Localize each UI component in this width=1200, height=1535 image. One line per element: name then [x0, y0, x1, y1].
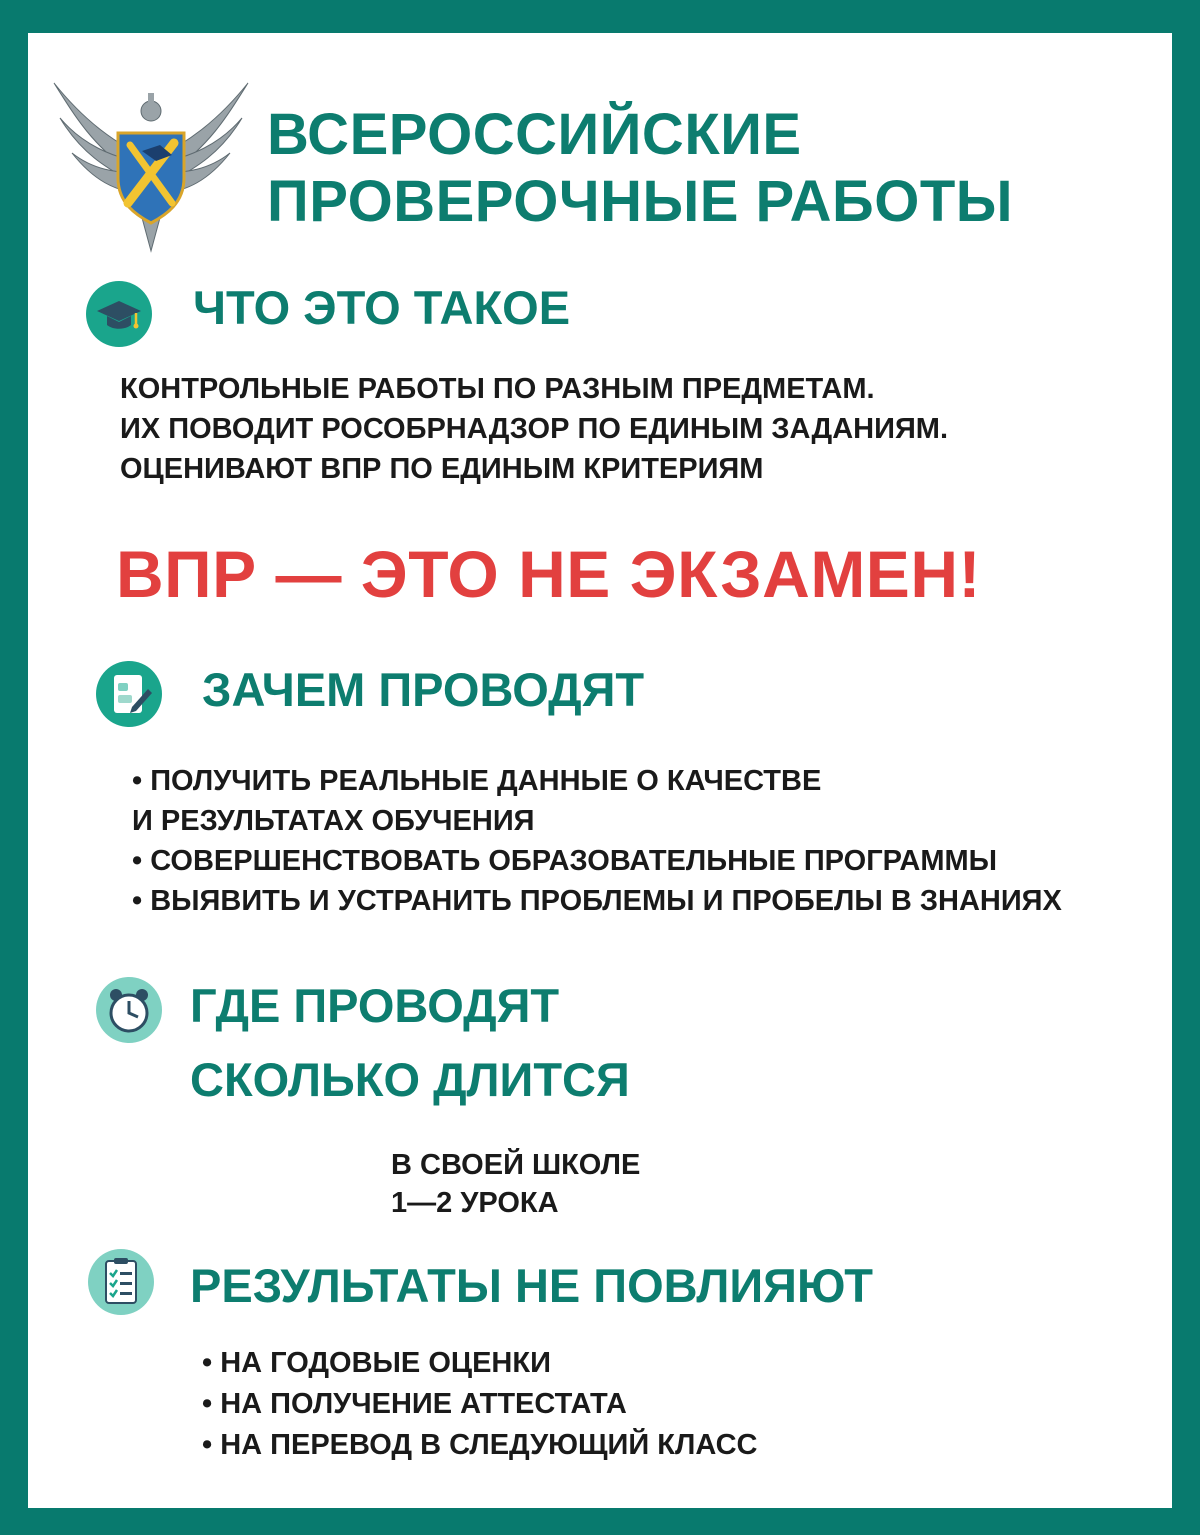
rosobrnadzor-logo — [46, 63, 256, 253]
document-edit-icon — [96, 661, 162, 727]
section-why-line-3: • СОВЕРШЕНСТВОВАТЬ ОБРАЗОВАТЕЛЬНЫЕ ПРОГРАММЫ — [132, 845, 998, 877]
poster-card — [28, 33, 1172, 1508]
section-results-heading: РЕЗУЛЬТАТЫ НЕ ПОВЛИЯЮТ — [190, 1259, 873, 1312]
section-why-line-1: • ПОЛУЧИТЬ РЕАЛЬНЫЕ ДАННЫЕ О КАЧЕСТВЕ — [132, 765, 822, 797]
section-results-line-2: • НА ПОЛУЧЕНИЕ АТТЕСТАТА — [202, 1388, 627, 1420]
graduation-cap-icon — [86, 281, 152, 347]
section-where-heading-2: СКОЛЬКО ДЛИТСЯ — [190, 1053, 630, 1106]
checklist-icon — [88, 1249, 154, 1315]
section-why-line-2: И РЕЗУЛЬТАТАХ ОБУЧЕНИЯ — [132, 805, 535, 837]
section-what-heading: ЧТО ЭТО ТАКОЕ — [193, 281, 571, 334]
section-what-line-1: КОНТРОЛЬНЫЕ РАБОТЫ ПО РАЗНЫМ ПРЕДМЕТАМ. — [120, 373, 875, 405]
section-where-heading-1: ГДЕ ПРОВОДЯТ — [190, 979, 560, 1032]
section-where-line-1: В СВОЕЙ ШКОЛЕ — [391, 1149, 641, 1181]
section-results-line-3: • НА ПЕРЕВОД В СЛЕДУЮЩИЙ КЛАСС — [202, 1429, 758, 1461]
section-what-line-2: ИХ ПОВОДИТ РОСОБРНАДЗОР ПО ЕДИНЫМ ЗАДАНИЯМ. — [120, 413, 949, 445]
title-line-1: ВСЕРОССИЙСКИЕ — [267, 102, 802, 167]
callout-not-exam: ВПР — ЭТО НЕ ЭКЗАМЕН! — [116, 537, 981, 611]
section-why-heading: ЗАЧЕМ ПРОВОДЯТ — [202, 663, 645, 716]
section-what-line-3: ОЦЕНИВАЮТ ВПР ПО ЕДИНЫМ КРИТЕРИЯМ — [120, 453, 764, 485]
section-results-line-1: • НА ГОДОВЫЕ ОЦЕНКИ — [202, 1347, 551, 1379]
title-line-2: ПРОВЕРОЧНЫЕ РАБОТЫ — [267, 169, 1014, 234]
alarm-clock-icon — [96, 977, 162, 1043]
section-where-line-2: 1—2 УРОКА — [391, 1187, 559, 1219]
section-why-line-4: • ВЫЯВИТЬ И УСТРАНИТЬ ПРОБЛЕМЫ И ПРОБЕЛЫ В ЗНАНИЯХ — [132, 885, 1062, 917]
